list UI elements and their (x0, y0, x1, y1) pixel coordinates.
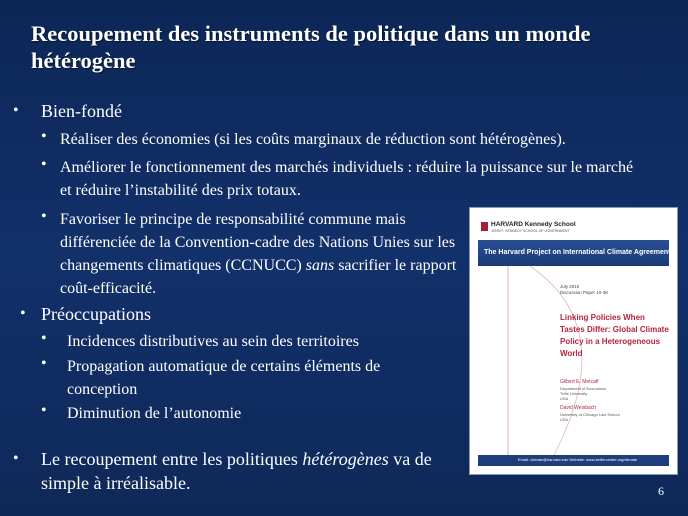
cover-affiliation-2 (560, 412, 620, 422)
cover-paper-number: Discussion Paper 10-38 (560, 290, 608, 295)
cover-author-2: David Weisbach (560, 405, 597, 411)
cover-date (560, 284, 608, 296)
rationale-item-3: Favoriser le principe de responsabilité commune mais différenciée de la Convention-cadre des Nations Unies sur les changements climatiques (CCNUCC) sans sacrifier le rapport coût-efficacité. (60, 211, 457, 297)
bullet: • (41, 128, 47, 145)
bullet: • (41, 355, 47, 372)
cover-author-1: Gilbert E. Metcalf (560, 379, 599, 385)
concerns-item-1: Incidences distributives au sein des territoires (67, 333, 359, 350)
bullet: • (20, 305, 26, 322)
cover-aff2-line: University of Chicago Law School (560, 412, 620, 417)
slide-title: Recoupement des instruments de politique dans un monde hétérogène (31, 21, 591, 73)
bullet: • (41, 156, 47, 173)
cover-aff1-line: USA (560, 396, 569, 401)
cover-footer-text: Email: climate@harvard.edu Website: www.belfercenter.org/climate (518, 457, 638, 462)
conclusion-text: Le recoupement entre les politiques hétérogènes va de simple à irréalisable. (41, 449, 432, 493)
cover-aff2-line: USA (560, 417, 569, 422)
cover-school-name: HARVARD Kennedy School (491, 221, 576, 228)
rationale-heading: Bien-fondé (41, 101, 122, 121)
cover-logo (481, 222, 671, 234)
cover-aff1-line: Tufts University (560, 391, 588, 396)
page-number: 6 (658, 484, 664, 498)
cover-band (478, 240, 675, 266)
cover-affiliation-1 (560, 386, 606, 401)
report-cover-image (469, 207, 678, 475)
rationale-item-1: Réaliser des économies (si les coûts marginaux de réduction sont hétérogènes). (60, 131, 566, 148)
bullet: • (13, 450, 19, 467)
concerns-item-2: Propagation automatique de certains éléments de conception (67, 358, 381, 398)
cover-title: Linking Policies When Tastes Differ: Global Climate Policy in a Heterogeneous World (560, 313, 669, 358)
concerns-item-3: Diminution de l’autonomie (67, 405, 242, 422)
bullet: • (41, 402, 47, 419)
bullet: • (41, 330, 47, 347)
cover-date-line: July 2010 (560, 284, 580, 289)
cover-aff1-line: Department of Economics (560, 386, 607, 391)
cover-school-subtitle: JOHN F. KENNEDY SCHOOL OF GOVERNMENT (491, 229, 570, 233)
cover-footer (478, 455, 669, 466)
concerns-heading: Préoccupations (41, 304, 151, 324)
rationale-item-2: Améliorer le fonctionnement des marchés individuels : réduire la puissance sur le marché et réduire l’instabilité des prix totaux. (60, 159, 634, 199)
cover-band-text: The Harvard Project on International Climate Agreements (484, 249, 675, 256)
bullet: • (41, 208, 47, 225)
harvard-shield-icon (481, 222, 488, 231)
bullet: • (13, 102, 19, 119)
